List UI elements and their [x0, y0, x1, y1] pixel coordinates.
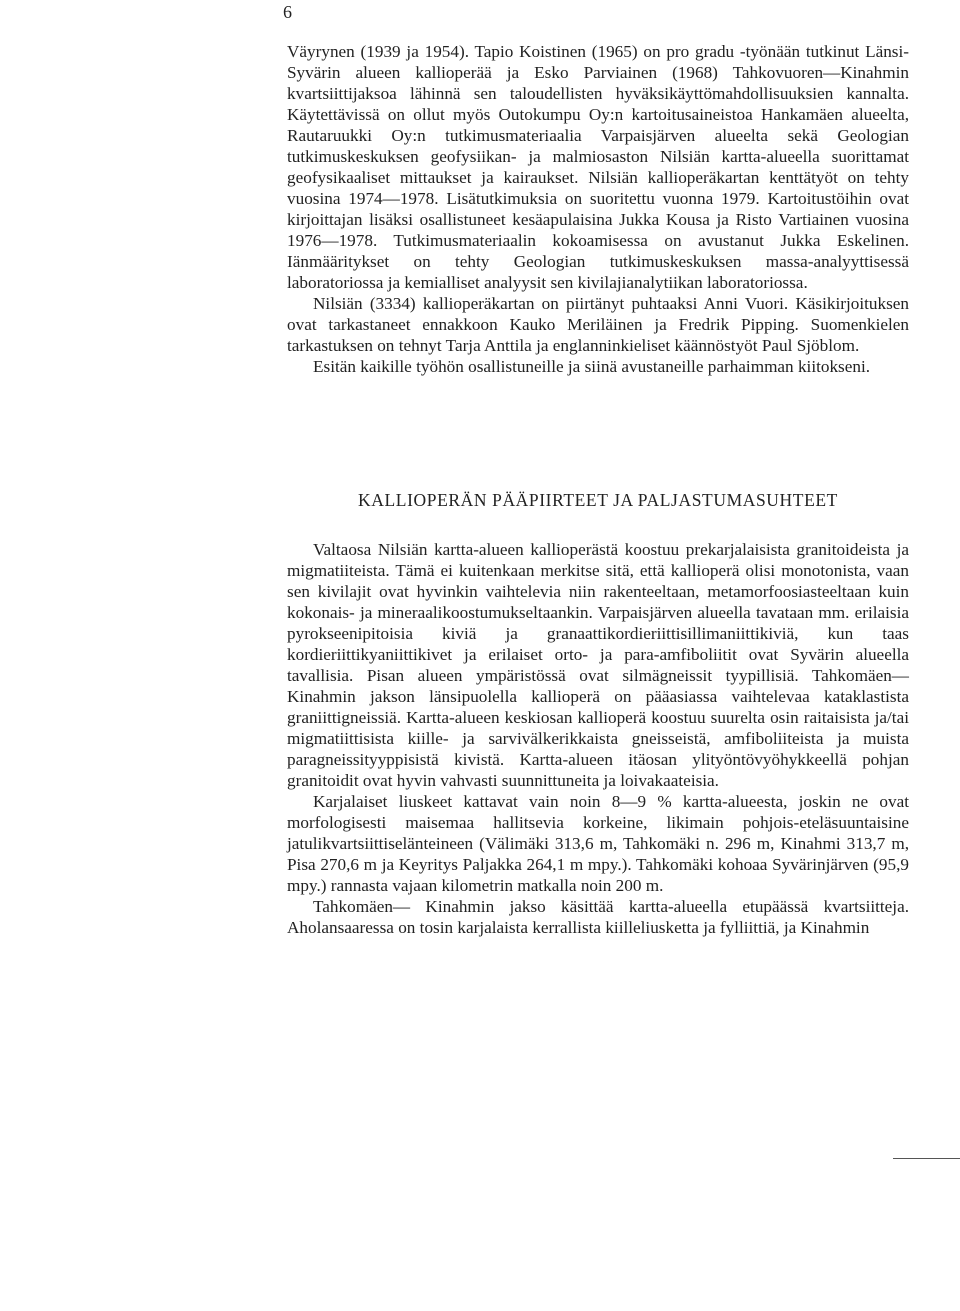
page-number: 6	[283, 2, 292, 22]
section-paragraph-1: Valtaosa Nilsiän kartta-alueen kallioperästä koostuu prekarjalaisista granitoideista ja migmatiiteista. Tämä ei kuitenkaan merkitse sitä, että kallioperä olisi monotonista, vaan sen kivilajit ovat hyvinkin vaihtelevia niin rakenteeltaan, metamorfoosiasteeltaan kuin kokonais- ja mineraalikoostumukseltaankin. Varpaisjärven alueella tavataan mm. erilaisia pyrokseenipitoisia kiviä ja granaattikordieriittisillimaniittikiviä, kun taas kordieriittikyaniittikivet ja erilaiset orto- ja para-amfiboliitit ovat Syvärin alueella tavallisia. Pisan alueen ympäristössä ovat silmägneissit tyypillisiä. Tahkomäen—Kinahmin jakson länsipuolella kallioperä on pääasiassa vaihtelevaa kataklastista graniittigneissiä. Kartta-alueen keskiosan kallioperä koostuu suurelta osin raitaisista ja/tai migmatiittisista kiille- ja sarvivälkerikkaista gneisseistä, amfiboliiteista ja muista paragneissityyppisistä kivistä. Kartta-alueen itäosan ylityöntövyöhykkeellä pohjan granitoidit ovat hyvin vahvasti suunnittuneita ja loivakaateisia.	[287, 540, 909, 790]
intro-paragraph-3: Esitän kaikille työhön osallistuneille ja siinä avustaneille parhaimman kiitokseni.	[313, 357, 871, 376]
intro-paragraph-1: Väyrynen (1939 ja 1954). Tapio Koistinen (1965) on pro gradu -työnään tutkinut Länsi-Syvärin alueen kallioperää ja Esko Parviainen (1968) Tahkovuoren—Kinahmin kvartsiittijaksoa lähinnä sen taloudellisten hyväksikäyttömahdollisuuksien kannalta. Käytettävissä on ollut myös Outokumpu Oy:n kartoitusaineistoa Hankamäen alueelta, Rautaruukki Oy:n tutkimusmateriaalia Varpaisjärven alueelta sekä Geologian tutkimuskeskuksen geofysiikan- ja malmiosaston Nilsiän kartta-alueella suorittamat geofysikaaliset mittaukset ja kairaukset. Nilsiän kallioperäkartan kenttätyöt on tehty vuosina 1974—1978. Lisätutkimuksia on suoritettu vuonna 1979. Kartoitustöihin ovat kirjoittajan lisäksi osallistuneet kesäapulaisina Jukka Kousa ja Risto Vartiainen vuosina 1976—1978. Tutkimusmateriaalin kokoamisessa on avustanut Jukka Eskelinen. Iänmääritykset on tehty Geologian tutkimuskeskuksen massa-analyyttisessä laboratoriossa ja kemialliset analyysit sen kivilajianalytiikan laboratoriossa.	[287, 42, 909, 292]
intro-paragraph-2: Nilsiän (3334) kallioperäkartan on piirtänyt puhtaaksi Anni Vuori. Käsikirjoituksen ovat tarkastaneet ennakkoon Kauko Meriläinen ja Fredrik Pipping. Suomenkielen tarkastuksen on tehnyt Tarja Anttila ja englanninkieliset käännöstyöt Paul Sjöblom.	[287, 294, 909, 355]
bedrock-section	[287, 539, 909, 938]
section-paragraph-2: Karjalaiset liuskeet kattavat vain noin 8—9 % kartta-alueesta, joskin ne ovat morfologisesti maisemaa hallitsevia korkeine, likimain pohjois-eteläsuuntaisine jatulikvartsiittiselänteineen (Välimäki 313,6 m, Tahkomäki n. 296 m, Kinahmi 313,7 m, Pisa 270,6 m ja Keyritys Paljakka 264,1 m mpy.). Tahkomäki kohoaa Syvärinjärven (95,9 mpy.) rannasta vajaan kilometrin matkalla noin 200 m.	[287, 792, 909, 895]
footnote-rule	[893, 1158, 960, 1159]
acknowledgements-section	[287, 41, 909, 377]
section-heading: KALLIOPERÄN PÄÄPIIRTEET JA PALJASTUMASUHTEET	[358, 490, 838, 510]
section-paragraph-3: Tahkomäen— Kinahmin jakso käsittää kartta-alueella etupäässä kvartsiitteja. Aholansaaressa on tosin karjalaista kerrallista kiilleliusketta ja fylliittiä, ja Kinahmin	[287, 897, 909, 937]
